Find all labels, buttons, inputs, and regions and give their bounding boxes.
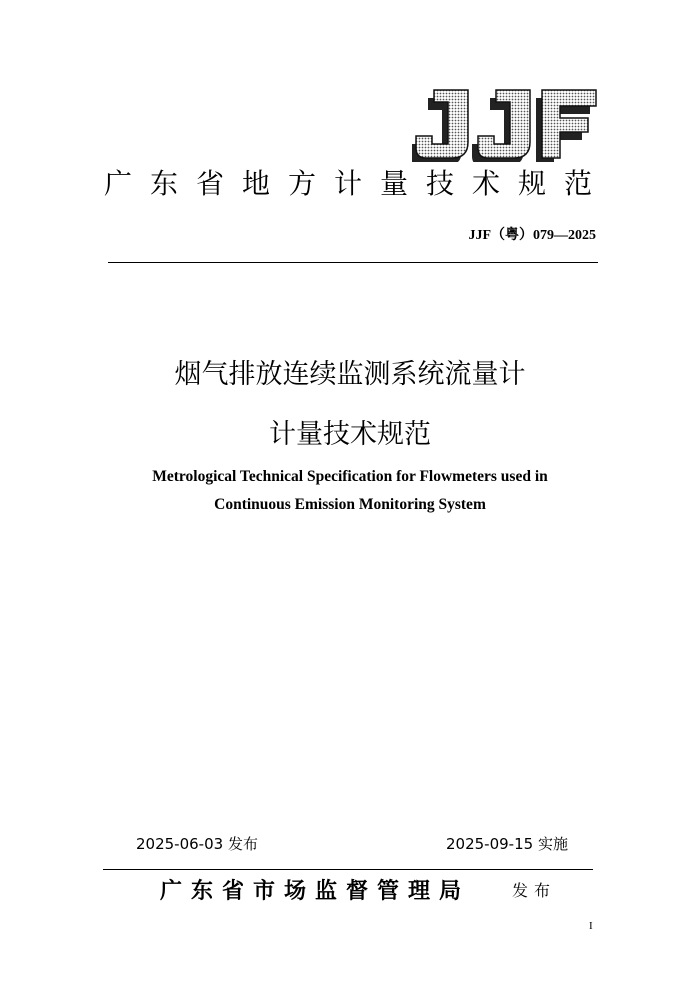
standard-code: JJF（粤）079—2025 [468,228,596,243]
english-title-line-2: Continuous Emission Monitoring System [214,496,486,513]
implementation-date: 2025-09-15 实施 [446,835,568,853]
issue-date: 2025-06-03 发布 [136,835,258,853]
jjf-logo [412,86,598,162]
page-number: I [589,920,593,932]
series-title: 广东省地方计量技术规范 [104,167,611,200]
publisher-name: 广东省市场监督管理局 [160,879,471,904]
top-divider [108,262,598,263]
chinese-title-line-2: 计量技术规范 [269,419,431,450]
chinese-title-line-1: 烟气排放连续监测系统流量计 [174,359,526,390]
english-title-line-1: Metrological Technical Specification for Flowmeters used in [152,468,548,485]
bottom-divider [103,869,593,870]
publish-label: 发布 [512,881,557,900]
